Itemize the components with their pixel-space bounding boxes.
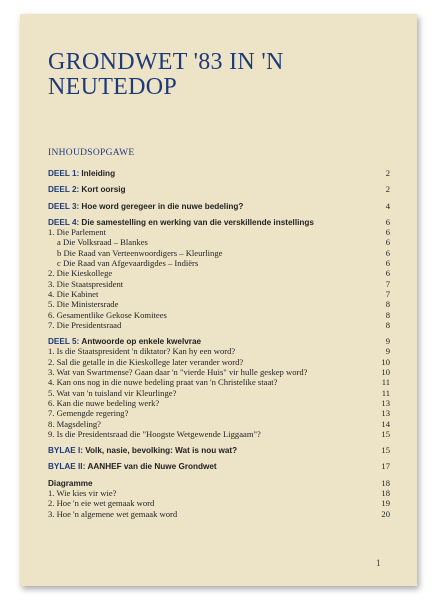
toc-entry-title [48,320,121,330]
toc-page-number: 15 [381,428,390,439]
title-line-2: NEUTEDOP [48,74,178,100]
toc-entry [48,398,390,408]
toc-page-number: 6 [385,216,390,227]
toc-entry-title [48,201,243,212]
toc-entry-title [48,367,307,377]
toc-section-title: Volk, nasie, bevolking: Wat is nou wat? [85,446,238,456]
toc-entry [48,279,390,289]
toc-item-text: 4. Kan ons nog in die nuwe bedeling praat van 'n Christelike staat? [48,377,278,388]
toc-item-text: 1. Is die Staatspresident 'n diktator? Kan hy een word? [48,346,236,357]
toc-section-prefix: DEEL 1: [48,169,80,178]
toc-entry-title [48,357,243,367]
toc-entry-title [48,299,118,309]
toc-page-number: 13 [381,397,390,408]
toc-section-prefix: DEEL 2: [48,185,80,195]
toc-page-number: 10 [381,367,390,378]
toc-item-text: 2. Hoe 'n eie wet gemaak word [48,498,155,509]
toc-entry [48,478,390,488]
toc-page-number: 8 [385,319,390,330]
toc-entry-title [57,258,198,268]
toc-entry [48,289,390,299]
toc-entry-title [48,388,176,398]
toc-page-number: 6 [385,258,390,269]
toc-page-number: 14 [381,418,390,429]
toc-page-number: 13 [381,408,390,419]
toc-item-text: 3. Wat van Swartmense? Gaan daar 'n "vierde Huis" vir hulle geskep word? [48,367,308,378]
page-number: 1 [376,558,381,568]
toc-item-text: 2. Sal die getalle in die Kieskollege later verander word? [48,356,244,367]
toc-section-title: Inleiding [81,169,116,178]
toc-entry [48,488,390,498]
toc-heading: INHOUDSOPGAWE [48,148,135,158]
toc-entry [48,184,390,194]
toc-item-text: 1. Die Parlement [48,227,106,238]
toc-page-number: 19 [381,498,390,509]
toc-entry [48,217,390,227]
toc-page-number: 8 [385,299,390,310]
toc-entry [48,227,390,237]
toc-page-number: 6 [385,247,390,258]
toc-entry [48,429,390,439]
toc-entry-title [48,346,235,356]
toc-entry [48,357,390,367]
toc-entry-title [48,429,261,439]
toc-item-text: 3. Die Staatspresident [48,278,124,289]
toc-section-prefix: DEEL 5: [48,337,80,347]
toc-entry [48,445,390,455]
toc-entry-title [48,184,126,195]
toc-entry-title [48,461,217,472]
toc-entry-title [48,498,154,508]
toc-entry-title [48,419,101,429]
toc-item-text: 1. Wie kies vir wie? [48,488,117,499]
toc-entry-title [48,377,277,387]
toc-page-number: 4 [385,200,390,211]
toc-item-text: 7. Die Presidentsraad [48,319,122,330]
toc-page-number: 18 [381,477,390,488]
toc-page-number: 11 [381,377,390,388]
toc-page-number: 6 [385,227,390,238]
toc-entry [48,168,390,178]
toc-entry-title [48,310,167,320]
toc-page-number: 7 [385,288,390,299]
toc-item-text: 6. Gesamentlike Gekose Komitees [48,309,167,320]
toc-entry [48,320,390,330]
toc-item-text: a Die Volksraad – Blankes [57,237,148,248]
toc-entry [48,408,390,418]
toc-entry-title [48,408,128,418]
toc-entry [48,509,390,519]
toc-entry [48,336,390,346]
toc-section-prefix: BYLAE I: [48,446,84,456]
toc-page-number: 9 [385,346,390,357]
toc-page-number: 6 [385,268,390,279]
toc-page-number: 20 [381,508,390,519]
toc-entry [48,388,390,398]
toc-page-number: 10 [381,356,390,367]
toc-page-number: 17 [381,461,390,472]
toc-entry-title [57,248,222,258]
toc-entry-title [48,445,237,456]
toc-entry [48,346,390,356]
table-of-contents [48,168,390,519]
title-line-1: GRONDWET '83 IN 'N [48,49,284,75]
toc-entry-title [48,168,115,179]
toc-item-text: 3. Hoe 'n algemene wet gemaak word [48,508,178,519]
toc-page-number: 18 [381,488,390,499]
toc-page-number: 2 [385,168,390,178]
toc-entry-title [48,509,177,519]
toc-entry [48,419,390,429]
toc-entry [48,310,390,320]
document-page [20,14,417,586]
toc-page-number: 8 [385,309,390,320]
toc-item-text: b Die Raad van Verteenwoordigers – Kleurlinge [57,247,223,258]
toc-entry [48,237,390,247]
toc-entry-title [48,268,112,278]
page-title [48,50,388,100]
toc-page-number: 2 [385,184,390,195]
toc-item-text: c Die Raad van Afgevaardigdes – Indiërs [57,258,199,269]
toc-section-title: Hoe word geregeer in die nuwe bedeling? [81,201,244,211]
toc-item-text: Diagramme [48,478,93,488]
toc-item-text: 5. Die Ministersrade [48,299,119,310]
toc-section-prefix: DEEL 3: [48,201,80,211]
toc-item-text: 6. Kan die nuwe bedeling werk? [48,397,160,408]
toc-entry [48,377,390,387]
toc-entry-title [48,289,98,299]
toc-entry [48,248,390,258]
toc-section-prefix: DEEL 4: [48,217,80,227]
toc-item-text: 8. Magsdeling? [48,418,101,429]
toc-section-title: AANHEF van die Nuwe Grondwet [87,462,217,472]
toc-page-number: 15 [381,445,390,456]
toc-entry-title [48,398,159,408]
toc-entry-title [48,227,106,237]
toc-entry-title [57,237,148,247]
toc-entry [48,461,390,471]
toc-item-text: 5. Wat van 'n tuisland vir Kleurlinge? [48,387,177,398]
toc-entry [48,299,390,309]
toc-entry [48,268,390,278]
toc-page-number: 11 [381,387,390,398]
toc-entry [48,201,390,211]
toc-section-title: Kort oorsig [81,185,126,195]
toc-section-title: Die samestelling en werking van die verskillende instellings [81,217,314,227]
toc-entry [48,258,390,268]
toc-page-number: 7 [385,278,390,289]
toc-item-text: 7. Gemengde regering? [48,408,129,419]
toc-page-number: 6 [385,237,390,248]
toc-entry [48,367,390,377]
toc-item-text: 4. Die Kabinet [48,288,99,299]
toc-entry [48,498,390,508]
toc-section-title: Antwoorde op enkele kwelvrae [81,337,202,347]
toc-section-prefix: BYLAE II: [48,462,86,472]
toc-page-number: 9 [385,336,390,347]
toc-item-text: 9. Is die Presidentsraad die "Hoogste Wetgewende Liggaam"? [48,428,261,439]
toc-entry-title [48,279,123,289]
toc-entry-title [48,488,116,498]
toc-item-text: 2. Die Kieskollege [48,268,113,279]
